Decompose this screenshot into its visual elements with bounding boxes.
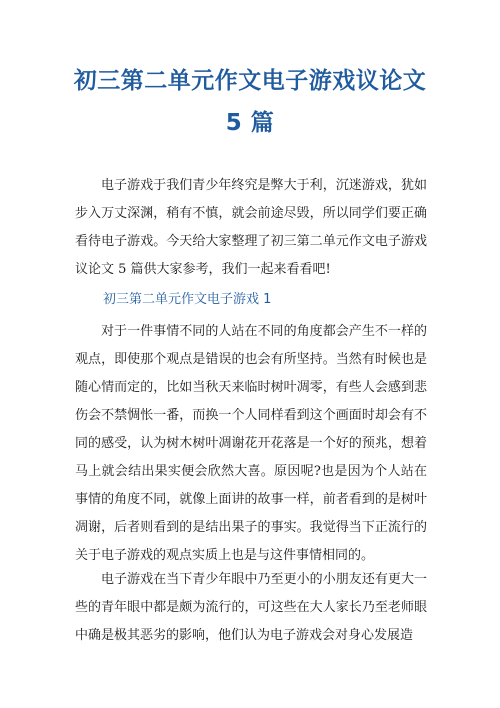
- document-title-line1: 初三第二单元作文电子游戏议论文: [73, 68, 427, 94]
- body-paragraph-2: 电子游戏在当下青少年眼中乃至更小的小朋友还有更大一些的青年眼中都是颇为流行的，可这些在大人家长乃至老师眼中确是极其恶劣的影响，他们认为电子游戏会对身心发展造: [75, 572, 427, 643]
- section-heading: 初三第二单元作文电子游戏 1: [103, 292, 272, 307]
- intro-paragraph: 电子游戏于我们青少年终究是弊大于利，沉迷游戏，犹如步入万丈深渊，稍有不慎，就会前途尽毁，所以同学们要正确看待电子游戏。今天给大家整理了初三第二单元作文电子游戏议论文 5 篇供大家参考，我们一起来看看吧!: [75, 178, 427, 277]
- body-paragraph-1: 对于一件事情不同的人站在不同的角度都会产生不一样的观点，即使那个观点是错误的也会有所坚持。当然有时候也是随心情而定的，比如当秋天来临时树叶凋零，有些人会感到悲伤会不禁惆怅一番，而换一个人同样看到这个画面时却会有不同的感受，认为树木树叶凋谢花开花落是一个好的预兆，想着马上就会结出果实便会欣然大喜。原因呢?也是因为个人站在事情的角度不同，就像上面讲的故事一样，前者看到的是树叶凋谢，后者则看到的是结出果子的事实。我觉得当下正流行的关于电子游戏的观点实质上也是与这件事情相同的。: [75, 324, 427, 563]
- document-title-line2: 5 篇: [225, 110, 275, 136]
